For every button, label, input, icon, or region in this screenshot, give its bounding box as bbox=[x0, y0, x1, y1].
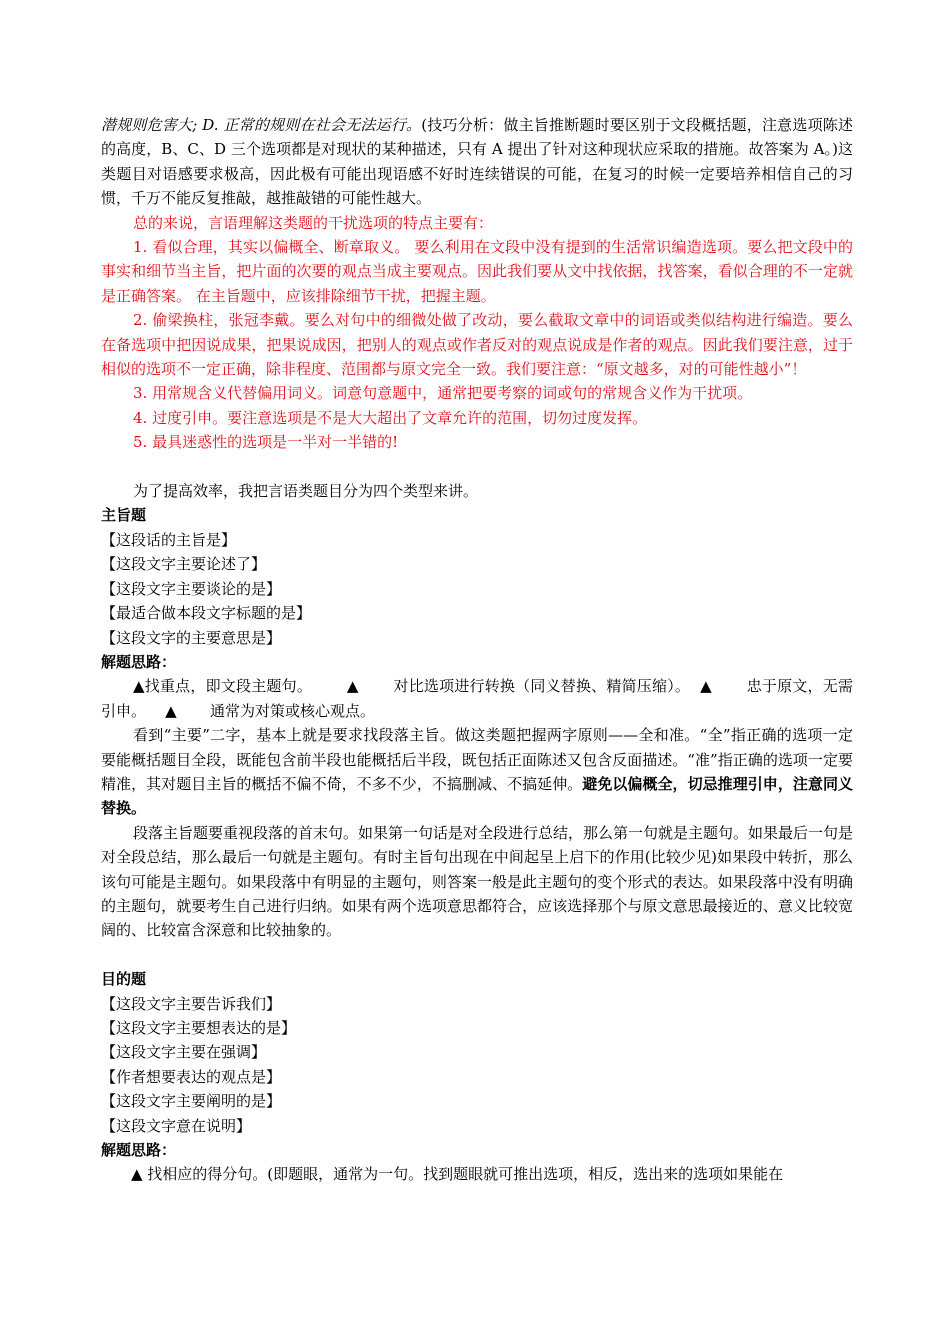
tip-4: 通常为对策或核心观点。 bbox=[210, 701, 376, 720]
purpose-prompt: 【这段文字主要想表达的是】 bbox=[101, 1019, 297, 1037]
para-1-bold: 避免以偏概全，切忌推理引申，注意同义替换。 bbox=[101, 774, 853, 818]
main-idea-prompt: 【最适合做本段文字标题的是】 bbox=[101, 604, 312, 623]
purpose-prompt: 【作者想要表达的观点是】 bbox=[101, 1067, 282, 1086]
main-idea-para-2: 段落主旨题要重视段落的首末句。如果第一句话是对全段进行总结，那么第一句就是主题句。如果最后一句是对全段总结，那么最后一句就是主题句。有时主旨句出现在中间起呈上启下的作用(比较少见)如果段中转折，那么该句可能是主题句。如果段落中有明显的主题句，则答案一般是此主题句的变个形式的表达。如果段落中没有明确的主题句，就要考生自己进行归纳。如果有两个选项意思都符合，应该选择那个与原文意思最接近的、意义比较宽阔的、比较富含深意和比较抽象的。 bbox=[101, 823, 854, 940]
para-1-text: 看到“主要”二字，基本上就是要求找段落主旨。做这类题把握两字原则——全和准。“全”指正确的选项一定要能概括题目全段，既能包含前半段也能概括后半段，既包括正面陈述又包含反面描述。“准”指正确的选项一定要精准，其对题目主旨的概括不偏不倚，不多不少，不搞删减、不搞延伸。 bbox=[101, 726, 853, 793]
interference-heading: 总的来说，言语理解这类题的干扰选项的特点主要有： bbox=[133, 213, 494, 232]
interference-item-2: 2. 偷梁换柱，张冠李戴。要么对句中的细微处做了改动，要么截取文章中的词语或类似结构进行编造。要么在备选项中把因说成果，把果说成因，把别人的观点或作者反对的观点说成是作者的观点。因此我们要注意，过于相似的选项不一定正确，除非程度、范围都与原文完全一致。我们要注意：“原文越多，对的可能性越小”！ bbox=[101, 311, 853, 379]
tip-1: 找重点，即文段主题句。 bbox=[144, 677, 313, 696]
purpose-prompt: 【这段文字主要告诉我们】 bbox=[101, 994, 282, 1013]
triangle-icon: ▲ bbox=[346, 677, 359, 696]
spacer bbox=[101, 455, 853, 479]
main-idea-approach-title: 解题思路： bbox=[101, 652, 177, 671]
tip-3: 忠于原文，无需引申。 bbox=[101, 677, 853, 720]
tip-2: 对比选项进行转换（同义替换、精简压缩）。 bbox=[393, 677, 691, 696]
purpose-prompt: 【这段文字意在说明】 bbox=[101, 1116, 252, 1135]
purpose-prompt: 【这段文字主要在强调】 bbox=[101, 1043, 267, 1062]
main-idea-prompt: 【这段文字主要论述了】 bbox=[101, 555, 267, 574]
spacer bbox=[101, 943, 853, 967]
triangle-icon: ▲ bbox=[165, 701, 177, 720]
main-idea-prompt: 【这段文字的主要意思是】 bbox=[101, 628, 282, 647]
interference-item-4: 4. 过度引申。要注意选项是不是大大超出了文章允许的范围，切勿过度发挥。 bbox=[133, 408, 648, 427]
purpose-approach-title: 解题思路： bbox=[101, 1141, 177, 1160]
interference-item-1: 1. 看似合理，其实以偏概全、断章取义。 要么利用在文段中没有提到的生活常识编造选项。要么把文段中的事实和细节当主旨，把片面的次要的观点当成主要观点。因此我们要从文中找依据，找答案，看似合理的不一定就是正确答案。 在主旨题中，应该排除细节干扰，把握主题。 bbox=[101, 238, 853, 305]
triangle-icon: ▲ bbox=[133, 677, 145, 696]
purpose-tip: ▲ 找相应的得分句。(即题眼，通常为一句。找到题眼就可推出选项，相反，选出来的选项如果能在 bbox=[131, 1165, 784, 1184]
types-intro: 为了提高效率，我把言语类题目分为四个类型来讲。 bbox=[133, 482, 479, 501]
triangle-icon: ▲ bbox=[700, 677, 712, 696]
intro-rest: (技巧分析：做主旨推断题时要区别于文段概括题，注意选项陈述的高度，B、C、D 三个选项都是对现状的某种描述，只有 A 提出了针对这种现状应采取的措施。故答案为 A。)这类题目对语感要求极高，因此极有可能出现语感不好时连续错误的可能，在复习的时候一定要培养相信自己的习惯，千万不能反复推敲，越推敲错的可能性越大。 bbox=[101, 116, 853, 208]
interference-item-5: 5. 最具迷惑性的选项是一半对一半错的! bbox=[133, 433, 399, 452]
purpose-title: 目的题 bbox=[101, 970, 147, 989]
intro-italic: 潜规则危害大; D. 正常的规则在社会无法运行。 bbox=[101, 116, 422, 134]
main-idea-prompt: 【这段话的主旨是】 bbox=[101, 530, 237, 549]
purpose-prompt: 【这段文字主要阐明的是】 bbox=[101, 1092, 282, 1111]
interference-item-3: 3. 用常规含义代替偏用词义。词意句意题中，通常把要考察的词或句的常规含义作为干扰项。 bbox=[133, 384, 753, 403]
main-idea-title: 主旨题 bbox=[101, 506, 147, 525]
main-idea-para-1 bbox=[101, 723, 853, 821]
main-idea-tips bbox=[101, 674, 853, 723]
intro-paragraph bbox=[101, 113, 853, 211]
document-page bbox=[101, 113, 853, 1187]
main-idea-prompt: 【这段文字主要谈论的是】 bbox=[101, 579, 282, 598]
